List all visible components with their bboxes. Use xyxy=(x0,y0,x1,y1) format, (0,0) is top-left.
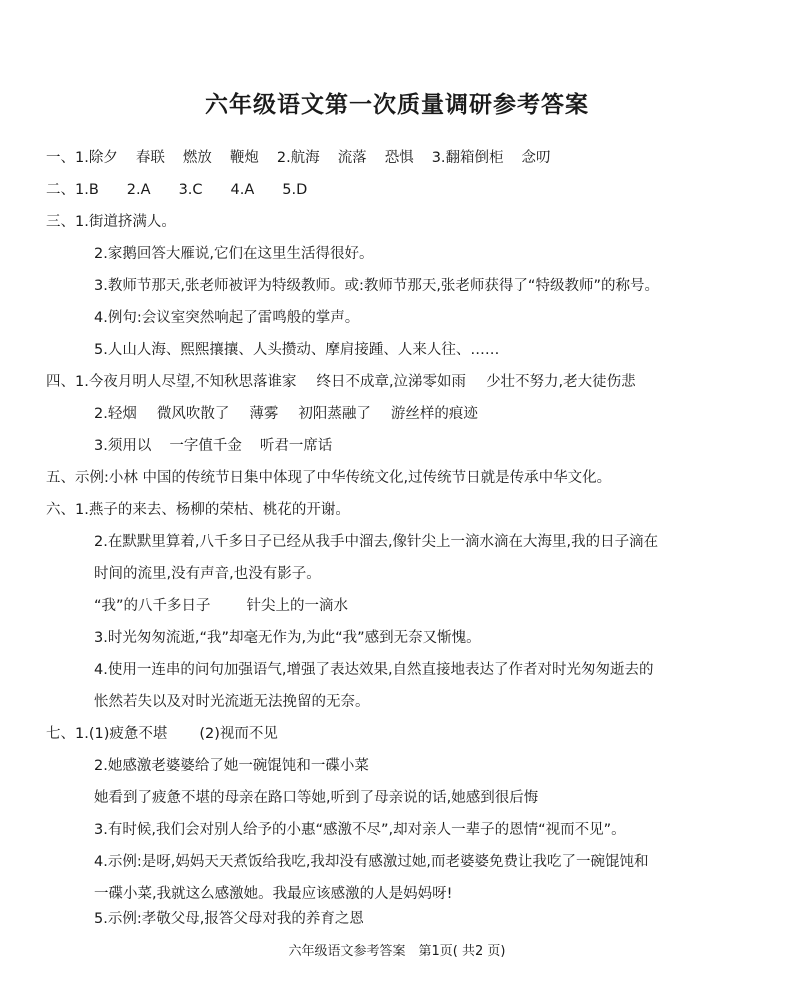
answer-segment: 七、1.(1)疲惫不堪 xyxy=(46,726,168,742)
answer-segment: 终日不成章,泣涕零如雨 xyxy=(316,374,467,390)
answer-segment: 三、1.街道挤满人。 xyxy=(46,214,176,230)
answer-segment: 2.在默默里算着,八千多日子已经从我手中溜去,像针尖上一滴水滴在大海里,我的日子滴在 xyxy=(94,534,659,550)
answer-segment: 3.翻箱倒柜 xyxy=(431,150,504,166)
answer-segment: 3.须用以 xyxy=(94,438,152,454)
answer-segment: 4.示例:是呀,妈妈天天煮饭给我吃,我却没有感激过她,而老婆婆免费让我吃了一碗馄饨和 xyxy=(94,854,649,870)
answer-segment: 3.有时候,我们会对别人给予的小惠“感激不尽”,却对亲人一辈子的恩情“视而不见”。 xyxy=(94,822,626,838)
answer-line xyxy=(94,628,481,648)
answer-line xyxy=(46,724,278,744)
answer-line xyxy=(46,212,176,232)
answer-segment: 3.时光匆匆流逝,“我”却毫无作为,为此“我”感到无奈又惭愧。 xyxy=(94,630,481,646)
answer-line xyxy=(94,884,452,904)
answer-line xyxy=(94,532,658,552)
answer-segment: 4.例句:会议室突然响起了雷鸣般的掌声。 xyxy=(94,310,360,326)
answer-segment: 鞭炮 xyxy=(229,150,259,166)
answer-line xyxy=(94,564,321,584)
answer-segment: 2.A xyxy=(126,182,151,198)
answer-segment: 怅然若失以及对时光流逝无法挽留的无奈。 xyxy=(94,694,370,710)
answer-segment: 一字值千金 xyxy=(169,438,242,454)
answer-segment: 一碟小菜,我就这么感激她。我最应该感激的人是妈妈呀! xyxy=(94,886,453,902)
answer-line xyxy=(94,276,659,296)
answer-segment: 针尖上的一滴水 xyxy=(246,598,349,614)
answer-segment: 2.家鹅回答大雁说,它们在这里生活得很好。 xyxy=(94,246,374,262)
answer-line xyxy=(46,180,307,200)
answer-segment: “我”的八千多日子 xyxy=(94,598,211,614)
answer-segment: 3.教师节那天,张老师被评为特级教师。或:教师节那天,张老师获得了“特级教师”的称号。 xyxy=(94,278,659,294)
answer-line xyxy=(94,308,359,328)
answer-segment: 微风吹散了 xyxy=(156,406,230,422)
answer-segment: 薄雾 xyxy=(249,406,279,422)
answer-line xyxy=(94,244,373,264)
answer-segment: 她看到了疲惫不堪的母亲在路口等她,听到了母亲说的话,她感到很后悔 xyxy=(94,790,539,806)
answer-line xyxy=(46,372,636,392)
answer-line xyxy=(94,404,478,424)
answer-line xyxy=(94,436,332,456)
answer-line xyxy=(94,660,654,680)
answer-segment: 恐惧 xyxy=(384,150,414,166)
answer-segment: 游丝样的痕迹 xyxy=(390,406,478,422)
answer-line xyxy=(94,909,364,929)
answer-segment: 四、1.今夜月明人尽望,不知秋思落谁家 xyxy=(46,374,297,390)
answer-segment: 一、1.除夕 xyxy=(46,150,118,166)
answer-segment: 二、1.B xyxy=(46,182,99,198)
answer-segment: 2.她感激老婆婆给了她一碗馄饨和一碟小菜 xyxy=(94,758,369,774)
answer-line xyxy=(94,756,369,776)
answer-segment: 流落 xyxy=(337,150,367,166)
answer-segment: 5.D xyxy=(282,182,308,198)
answer-segment: 2.航海 xyxy=(276,150,320,166)
answer-segment: 2.轻烟 xyxy=(94,406,137,422)
answer-line xyxy=(46,148,551,168)
answer-segment: 5.人山人海、熙熙攘攘、人头攒动、摩肩接踵、人来人往、…… xyxy=(94,342,500,358)
answer-segment: 3.C xyxy=(178,182,203,198)
answer-segment: 六、1.燕子的来去、杨柳的荣枯、桃花的开谢。 xyxy=(46,502,350,518)
page-title: 六年级语文第一次质量调研参考答案 xyxy=(205,91,589,118)
answer-segment: 燃放 xyxy=(182,150,212,166)
answer-line xyxy=(94,596,348,616)
answer-segment: 初阳蒸融了 xyxy=(298,406,371,422)
answer-segment: 春联 xyxy=(135,150,165,166)
answer-line xyxy=(94,340,499,360)
answer-segment: 5.示例:孝敬父母,报答父母对我的养育之恩 xyxy=(94,911,364,927)
answer-segment: 少壮不努力,老大徒伤悲 xyxy=(486,374,636,390)
answer-segment: 五、示例:小林 中国的传统节日集中体现了中华传统文化,过传统节日就是传承中华文化。 xyxy=(46,470,612,486)
answer-line xyxy=(94,788,538,808)
answer-line xyxy=(94,852,649,872)
answer-segment: 听君一席话 xyxy=(259,438,333,454)
answer-segment: 4.A xyxy=(230,182,255,198)
answer-line xyxy=(46,468,611,488)
answer-segment: 念叨 xyxy=(521,150,551,166)
answer-line xyxy=(46,500,350,520)
answer-line xyxy=(94,692,370,712)
page-footer: 六年级语文参考答案 第1页( 共2 页) xyxy=(288,944,506,959)
answer-line xyxy=(94,820,626,840)
answer-segment: (2)视而不见 xyxy=(199,726,278,742)
answer-segment: 4.使用一连串的问句加强语气,增强了表达效果,自然直接地表达了作者对时光匆匆逝去的 xyxy=(94,662,654,678)
answer-segment: 时间的流里,没有声音,也没有影子。 xyxy=(94,566,321,582)
